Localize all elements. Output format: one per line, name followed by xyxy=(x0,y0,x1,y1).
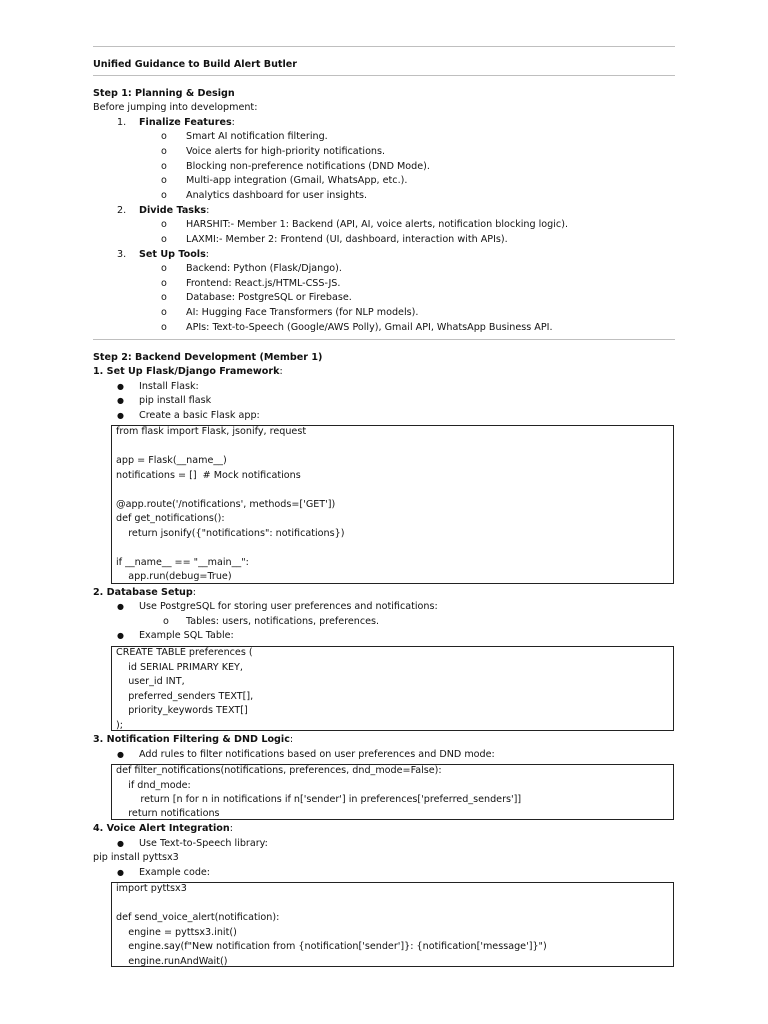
colon: : xyxy=(206,205,210,216)
code-line: return jsonify({"notifications": notifications}) xyxy=(116,527,345,539)
bullet-item: Create a basic Flask app: xyxy=(139,410,260,421)
bullet-icon: ● xyxy=(117,602,124,611)
sub-bullet-icon: o xyxy=(161,219,167,230)
top-rule xyxy=(93,46,675,47)
bullet-icon: ● xyxy=(117,396,124,405)
plain-line: pip install pyttsx3 xyxy=(93,852,179,863)
code-line: if __name__ == "__main__": xyxy=(116,556,249,568)
code-line: preferred_senders TEXT[], xyxy=(116,690,254,702)
bullet-icon: ● xyxy=(117,839,124,848)
sub-bullet-icon: o xyxy=(161,307,167,318)
code-line: notifications = [] # Mock notifications xyxy=(116,469,301,481)
sub-list-item: APIs: Text-to-Speech (Google/AWS Polly), Gmail API, WhatsApp Business API. xyxy=(186,322,553,333)
code-line: from flask import Flask, jsonify, request xyxy=(116,426,307,437)
sub-bullet-icon: o xyxy=(161,131,167,142)
subsection-heading-bold: 2. Database Setup xyxy=(93,587,193,598)
bullet-item: Use PostgreSQL for storing user preferences and notifications: xyxy=(139,601,438,612)
document-title: Unified Guidance to Build Alert Butler xyxy=(93,59,298,70)
sub-list-item: Tables: users, notifications, preferences. xyxy=(186,616,380,627)
list-item-label xyxy=(139,117,235,129)
bullet-icon: ● xyxy=(117,868,124,877)
sub-bullet-icon: o xyxy=(161,175,167,186)
sub-bullet-icon: o xyxy=(163,616,169,627)
sub-list-item: Database: PostgreSQL or Firebase. xyxy=(186,292,352,303)
code-line: ); xyxy=(116,719,123,731)
code-block-voice-alert xyxy=(111,882,674,967)
list-number: 1. xyxy=(117,117,127,128)
code-line: def get_notifications(): xyxy=(116,513,225,524)
code-line: return notifications xyxy=(116,808,220,819)
sub-bullet-icon: o xyxy=(161,278,167,289)
bullet-item: Install Flask: xyxy=(139,381,199,392)
colon: : xyxy=(192,587,196,598)
sub-bullet-icon: o xyxy=(161,190,167,201)
code-line: CREATE TABLE preferences ( xyxy=(116,647,253,658)
code-line: engine.say(f"New notification from {notification['sender']}: {notification['message']}") xyxy=(116,941,547,952)
sub-list-item: Voice alerts for high-priority notifications. xyxy=(186,146,386,157)
subsection-heading xyxy=(93,366,283,378)
bullet-item: Use Text-to-Speech library: xyxy=(139,838,268,849)
sub-list-item: Blocking non-preference notifications (DND Mode). xyxy=(186,161,430,172)
code-line: if dnd_mode: xyxy=(116,779,191,791)
code-line: user_id INT, xyxy=(116,676,185,687)
sub-bullet-icon: o xyxy=(161,234,167,245)
bullet-icon: ● xyxy=(117,750,124,759)
item-label-bold: Divide Tasks xyxy=(139,205,207,216)
item-label-bold: Finalize Features xyxy=(139,117,232,128)
sub-list-item: Analytics dashboard for user insights. xyxy=(186,190,368,201)
colon: : xyxy=(289,734,294,745)
code-line: def filter_notifications(notifications, preferences, dnd_mode=False): xyxy=(116,765,442,776)
list-number: 2. xyxy=(117,205,127,216)
step1-intro: Before jumping into development: xyxy=(93,102,258,113)
sub-list-item: LAXMI:- Member 2: Frontend (UI, dashboard, interaction with APIs). xyxy=(186,234,508,245)
sub-bullet-icon: o xyxy=(161,292,167,303)
sub-list-item: Smart AI notification filtering. xyxy=(186,131,328,142)
bullet-icon: ● xyxy=(117,631,124,640)
code-line: @app.route('/notifications', methods=['GET']) xyxy=(116,498,336,510)
colon: : xyxy=(231,117,235,128)
subsection-heading xyxy=(93,823,233,835)
code-line: def send_voice_alert(notification): xyxy=(116,912,280,923)
bullet-item: pip install flask xyxy=(139,395,212,406)
subsection-heading xyxy=(93,587,196,599)
bullet-item: Example code: xyxy=(139,867,211,878)
subsection-heading xyxy=(93,734,293,746)
colon: : xyxy=(229,823,233,834)
code-line: id SERIAL PRIMARY KEY, xyxy=(116,661,243,673)
subsection-heading-bold: 3. Notification Filtering & DND Logic xyxy=(93,734,290,745)
sub-list-item: Multi-app integration (Gmail, WhatsApp, etc.). xyxy=(186,175,408,186)
code-line: engine.runAndWait() xyxy=(116,955,228,967)
code-line: app.run(debug=True) xyxy=(116,571,232,582)
code-line: priority_keywords TEXT[] xyxy=(116,705,248,716)
subsection-heading-bold: 1. Set Up Flask/Django Framework xyxy=(93,366,280,377)
code-block-filter-logic xyxy=(111,764,674,820)
step2-heading: Step 2: Backend Development (Member 1) xyxy=(93,352,323,363)
bullet-item: Add rules to filter notifications based on user preferences and DND mode: xyxy=(139,749,495,760)
bullet-item: Example SQL Table: xyxy=(139,630,234,641)
title-rule xyxy=(93,75,675,76)
sub-list-item: AI: Hugging Face Transformers (for NLP models). xyxy=(186,307,419,318)
list-item-label xyxy=(139,249,209,261)
sub-list-item: HARSHIT:- Member 1: Backend (API, AI, voice alerts, notification blocking logic). xyxy=(186,219,568,230)
section-rule xyxy=(93,339,675,340)
list-number: 3. xyxy=(117,249,127,260)
sub-bullet-icon: o xyxy=(161,322,167,333)
sub-list-item: Frontend: React.js/HTML-CSS-JS. xyxy=(186,278,341,289)
item-label-bold: Set Up Tools xyxy=(139,249,206,260)
code-block-sql-table xyxy=(111,646,674,731)
code-line: engine = pyttsx3.init() xyxy=(116,926,237,938)
code-line: import pyttsx3 xyxy=(116,883,187,894)
sub-bullet-icon: o xyxy=(161,146,167,157)
bullet-icon: ● xyxy=(117,411,124,420)
step1-heading: Step 1: Planning & Design xyxy=(93,88,235,99)
colon: : xyxy=(205,249,210,260)
subsection-heading-bold: 4. Voice Alert Integration xyxy=(93,823,230,834)
code-block-flask-app xyxy=(111,425,674,584)
code-line: return [n for n in notifications if n['sender'] in preferences['preferred_senders']] xyxy=(116,794,522,805)
bullet-icon: ● xyxy=(117,382,124,391)
list-item-label xyxy=(139,205,209,217)
colon: : xyxy=(279,366,283,377)
sub-bullet-icon: o xyxy=(161,263,167,274)
code-line: app = Flask(__name__) xyxy=(116,455,227,466)
sub-bullet-icon: o xyxy=(161,161,167,172)
sub-list-item: Backend: Python (Flask/Django). xyxy=(186,263,342,274)
